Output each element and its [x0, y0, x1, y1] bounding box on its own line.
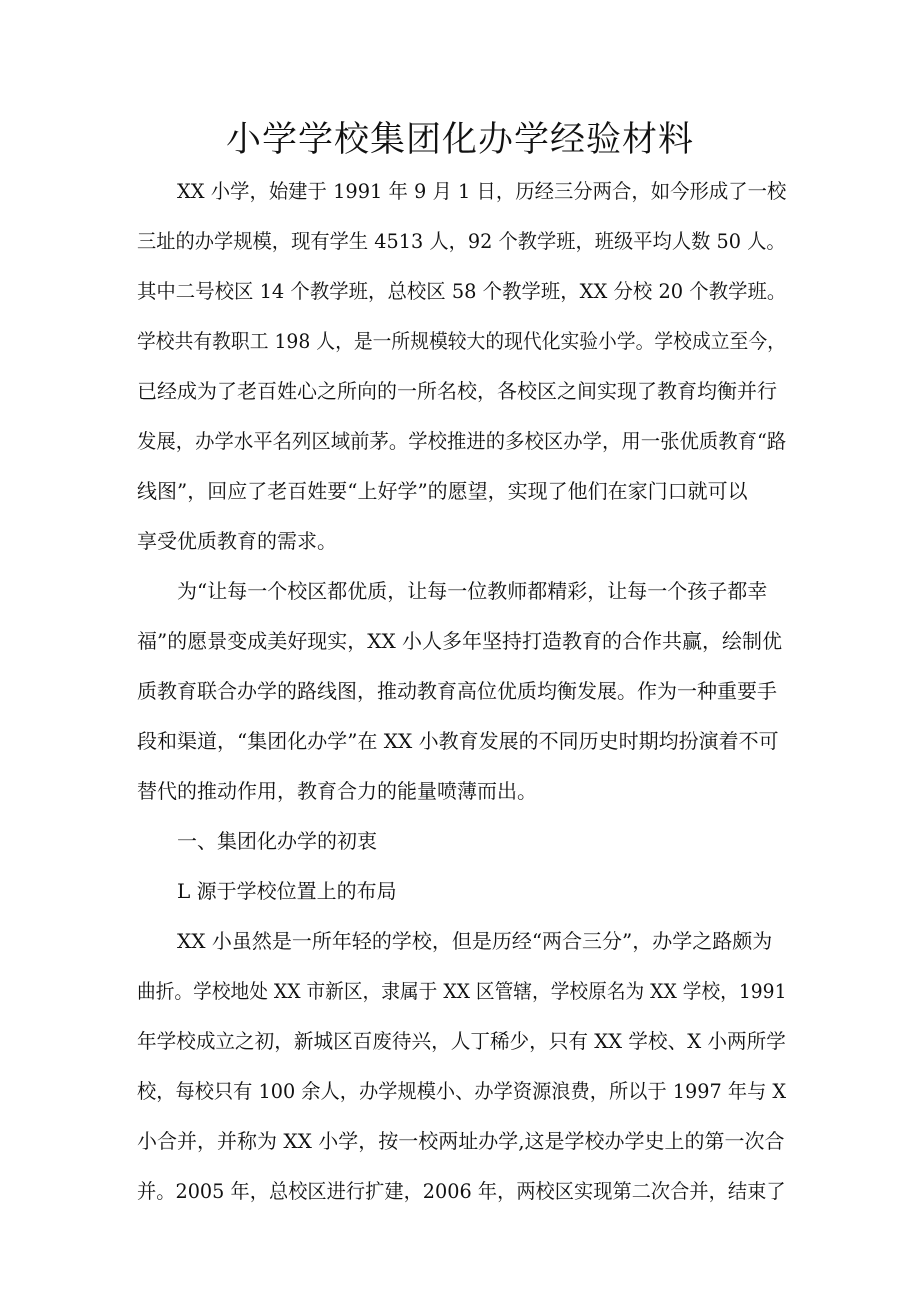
paragraph-line: 替代的推动作用，教育合力的能量喷薄而出。 — [137, 779, 537, 803]
paragraph-line: 曲折。学校地处 XX 市新区，隶属于 XX 区管辖，学校原名为 XX 学校，1991 — [137, 979, 787, 1003]
paragraph-line: 为“让每一个校区都优质，让每一位教师都精彩，让每一个孩子都幸 — [177, 579, 768, 603]
paragraph-line: 发展，办学水平名列区域前茅。学校推进的多校区办学，用一张优质教育“路 — [137, 429, 787, 453]
paragraph-line: 福”的愿景变成美好现实，XX 小人多年坚持打造教育的合作共赢，绘制优 — [137, 629, 783, 653]
paragraph-line: 并。2005 年，总校区进行扩建，2006 年，两校区实现第二次合并，结束了 — [137, 1179, 786, 1203]
paragraph-line: 年学校成立之初，新城区百废待兴，人丁稀少，只有 XX 学校、X 小两所学 — [137, 1029, 786, 1053]
section-heading: 一、集团化办学的初衷 — [177, 829, 377, 853]
paragraph-line: 校，每校只有 100 余人，办学规模小、办学资源浪费，所以于 1997 年与 X — [137, 1079, 787, 1103]
paragraph-line: 享受优质教育的需求。 — [137, 529, 337, 553]
paragraph-line: 三址的办学规模，现有学生 4513 人，92 个教学班，班级平均人数 50 人。 — [137, 229, 786, 253]
paragraph-line: 学校共有教职工 198 人，是一所规模较大的现代化实验小学。学校成立至今， — [137, 329, 786, 353]
paragraph-line: XX 小学，始建于 1991 年 9 月 1 日，历经三分两合，如今形成了一校 — [177, 179, 787, 203]
paragraph-line: 段和渠道，“集团化办学”在 XX 小教育发展的不同历史时期均扮演着不可 — [137, 729, 779, 753]
paragraph-line: 其中二号校区 14 个教学班，总校区 58 个教学班，XX 分校 20 个教学班。 — [137, 279, 787, 303]
paragraph-line: 小合并，并称为 XX 小学，按一校两址办学,这是学校办学史上的第一次合 — [137, 1129, 785, 1153]
document-title: 小学学校集团化办学经验材料 — [225, 120, 694, 160]
paragraph-line: 质教育联合办学的路线图，推动教育高位优质均衡发展。作为一种重要手 — [137, 679, 777, 703]
paragraph-line: 线图”，回应了老百姓要“上好学”的愿望，实现了他们在家门口就可以 — [137, 479, 748, 503]
subsection-heading: L 源于学校位置上的布局 — [177, 879, 397, 903]
paragraph-line: XX 小虽然是一所年轻的学校，但是历经“两合三分”，办学之路颇为 — [177, 929, 773, 953]
paragraph-line: 已经成为了老百姓心之所向的一所名校，各校区之间实现了教育均衡并行 — [137, 379, 777, 403]
